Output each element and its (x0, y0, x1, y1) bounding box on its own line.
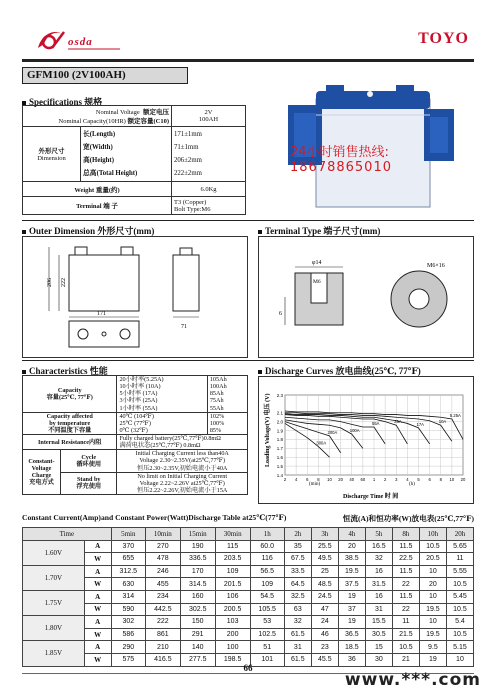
x-tick-label: 8 (439, 477, 442, 482)
table-cell: 32 (284, 616, 311, 629)
table-cell: 116 (250, 553, 284, 566)
table-cell: 32.5 (284, 590, 311, 603)
table-cell: 336.5 (180, 553, 215, 566)
company-logo (34, 26, 124, 54)
table-cell: 16 (365, 590, 392, 603)
characteristics-table (22, 375, 248, 495)
x-tick-label: 2 (383, 477, 387, 482)
table-cell: 160 (180, 590, 215, 603)
table-cell: 60.0 (250, 540, 284, 553)
terminal-thread-label: M6 (313, 279, 321, 285)
bullet-icon (258, 370, 262, 374)
unit-watt: W (84, 603, 111, 616)
model-title: GFM100 (2V100AH) (22, 67, 188, 84)
x-tick-label: 2 (283, 477, 287, 482)
watermark-url: www.***.com (344, 670, 481, 690)
table-cell: 24.5 (311, 590, 338, 603)
table-cell: 19.5 (338, 565, 365, 578)
unit-watt: W (84, 653, 111, 666)
terminal-depth-label: 6 (279, 311, 282, 317)
table-cell: 35 (284, 540, 311, 553)
terminal-drawing (259, 237, 473, 357)
table-cell: 291 (180, 628, 215, 641)
discharge-table-title-cn: 恒流(A)和恒功率(W)放电表(25℃,77℉) (342, 514, 474, 523)
unit-watt: W (84, 628, 111, 641)
table-cell: 5.15 (446, 641, 473, 654)
x-tick-label: 10 (327, 477, 332, 482)
table-cell: 21.5 (392, 628, 419, 641)
table-cell: 61.5 (284, 653, 311, 666)
table-row (23, 565, 474, 578)
y-tick-label: 1.7 (276, 446, 283, 452)
table-cell: 234 (145, 590, 180, 603)
table-cell: 590 (111, 603, 145, 616)
table-cell: 45.5 (311, 653, 338, 666)
table-cell: 31.5 (365, 578, 392, 591)
unit-amp: A (84, 616, 111, 629)
capacity-rate: 5小时率 (17A) (117, 390, 207, 397)
table-cell: 190 (180, 540, 215, 553)
x-tick-label: 6 (306, 477, 309, 482)
series-label: 100A (349, 428, 360, 434)
table-row (23, 553, 474, 566)
table-cell: 10 (419, 590, 446, 603)
unit-amp: A (84, 540, 111, 553)
dimension-names: 长(Length) 宽(Width) 高(Height) 总高(Total Height) (81, 127, 172, 182)
table-cell: 5.55 (446, 565, 473, 578)
table-cell: 11 (392, 616, 419, 629)
x-tick-label: 60 (360, 477, 366, 482)
unit-amp: A (84, 590, 111, 603)
table-cell: 200 (215, 628, 250, 641)
outer-dimension-drawing (23, 237, 247, 357)
table-cell: 31 (284, 641, 311, 654)
table-row (23, 540, 474, 553)
table-cell: 200.5 (215, 603, 250, 616)
section-divider (22, 360, 474, 361)
chart-xlabel: Discharge Time 时 间 (343, 494, 399, 500)
table-cell: 198.5 (215, 653, 250, 666)
table-cell: 442.5 (145, 603, 180, 616)
table-cell: 170 (180, 565, 215, 578)
table-cell: 210 (145, 641, 180, 654)
table-cell: 270 (145, 540, 180, 553)
table-cell: 861 (145, 628, 180, 641)
table-cell: 115 (215, 540, 250, 553)
chart-x-unit-min: (min) (309, 482, 321, 487)
series-label: 200A (327, 429, 338, 435)
table-cell: 30 (365, 653, 392, 666)
table-cell: 11 (446, 553, 473, 566)
chart-grid (285, 395, 463, 475)
chart-ticks (277, 393, 466, 482)
table-cell: 106 (215, 590, 250, 603)
capacity-value: 100Ah (207, 383, 247, 390)
page-number: 66 (243, 663, 253, 673)
table-cell: 15.5 (365, 616, 392, 629)
table-cell: 109 (215, 565, 250, 578)
discharge-curve-chart (259, 377, 473, 503)
table-cell: 109 (250, 578, 284, 591)
header-divider (22, 59, 474, 62)
cycle-label: Cycle 循环使用 (61, 450, 117, 472)
table-cell: 21 (392, 653, 419, 666)
cycle-value: Initial Charging Current less than40A Voltage 2.30~2.35V(at25℃,77℉) 恒压2.30~2.35V,初始电流小于40A (117, 450, 248, 472)
section-char-title: Characteristics 性能 (22, 364, 108, 377)
table-cell: 25.5 (311, 540, 338, 553)
time-column-header: 5min (111, 528, 145, 541)
table-cell: 19 (419, 653, 446, 666)
table-cell: 302.5 (180, 603, 215, 616)
temperature: 0℃ (32℉) (117, 427, 207, 435)
table-cell: 203.5 (215, 553, 250, 566)
dim-total-height-label: 222 (61, 278, 67, 287)
series-label: 10A (438, 419, 447, 425)
table-cell: 19.5 (419, 603, 446, 616)
temperature-label-cell: Capacity affected by temperature 不同温度下容量 (23, 412, 117, 434)
table-cell: 56.5 (250, 565, 284, 578)
capacity-label-cell: Capacity 容量(25℃, 77℉) (23, 376, 117, 413)
page-header (0, 0, 495, 62)
unit-watt: W (84, 553, 111, 566)
cutoff-voltage: 1.85V (23, 641, 85, 666)
weight-value: 6.0Kg (172, 182, 246, 197)
table-cell: 25 (311, 565, 338, 578)
x-tick-label: 40 (349, 477, 355, 482)
table-cell: 53 (250, 616, 284, 629)
table-cell: 51 (250, 641, 284, 654)
table-cell: 10.5 (446, 628, 473, 641)
unit-amp: A (84, 565, 111, 578)
table-cell: 312.5 (111, 565, 145, 578)
table-cell: 37.5 (338, 578, 365, 591)
series-label: 300A (316, 440, 327, 446)
table-cell: 10.5 (419, 540, 446, 553)
spec-values-cell: 2V 100AH (172, 106, 246, 127)
terminal-label: Terminal 端 子 (23, 197, 172, 215)
capacity-value: 85Ah (207, 390, 247, 397)
table-cell: 5.65 (446, 540, 473, 553)
table-cell: 67.5 (284, 553, 311, 566)
table-cell: 36 (338, 653, 365, 666)
table-cell: 314.5 (180, 578, 215, 591)
temperature-capacity: 100% (207, 420, 247, 427)
table-cell: 16.5 (365, 540, 392, 553)
table-cell: 5.4 (446, 616, 473, 629)
time-column-header: 10h (419, 528, 446, 541)
table-cell: 22 (392, 603, 419, 616)
table-cell: 9.5 (419, 641, 446, 654)
discharge-curves-box (258, 376, 474, 504)
section-outer-title: Outer Dimension 外形尺寸(mm) (22, 224, 154, 237)
internal-resistance-value: Fully charged battery(25℃,77℉)0.8mΩ 满荷电状态(25℃,77℉) 0.8mΩ (117, 435, 248, 450)
table-row (23, 641, 474, 654)
table-cell: 10 (446, 653, 473, 666)
table-cell: 19 (338, 590, 365, 603)
x-tick-label: 5 (417, 477, 420, 482)
series-label: 17A (416, 421, 424, 427)
capacity-rate: 1小时率 (55A) (117, 405, 207, 413)
table-cell: 30.5 (365, 628, 392, 641)
y-tick-label: 2.3 (276, 392, 283, 398)
table-cell: 10 (419, 616, 446, 629)
discharge-table-header (23, 528, 474, 541)
table-cell: 19.5 (419, 628, 446, 641)
capacity-rate: 20小时率(5.25A) (117, 376, 207, 384)
terminal-type-box (258, 236, 474, 358)
table-cell: 46 (311, 628, 338, 641)
y-tick-label: 2.0 (276, 419, 283, 425)
dim-length-label: 171 (97, 311, 106, 317)
table-row (23, 628, 474, 641)
unit-amp: A (84, 641, 111, 654)
x-tick-label: 4 (294, 477, 298, 482)
table-cell: 24 (311, 616, 338, 629)
table-cell: 63 (284, 603, 311, 616)
time-column-header: 5h (365, 528, 392, 541)
table-cell: 11.5 (392, 540, 419, 553)
table-cell: 277.5 (180, 653, 215, 666)
x-tick-label: 10 (449, 477, 455, 482)
temperature: 40℃ (104℉) (117, 412, 207, 420)
table-cell: 61.5 (284, 628, 311, 641)
time-column-header: 15min (180, 528, 215, 541)
table-cell: 64.5 (284, 578, 311, 591)
table-cell: 586 (111, 628, 145, 641)
table-row (23, 590, 474, 603)
table-cell: 31 (365, 603, 392, 616)
table-cell: 15 (365, 641, 392, 654)
cutoff-voltage: 1.70V (23, 565, 85, 590)
table-cell: 48.5 (311, 578, 338, 591)
y-tick-label: 1.4 (276, 472, 283, 478)
time-header: Time (23, 528, 112, 541)
time-column-header: 4h (338, 528, 365, 541)
capacity-value: 55Ah (207, 405, 247, 413)
cutoff-voltage: 1.75V (23, 590, 85, 615)
y-tick-label: 1.9 (276, 428, 283, 434)
unit-watt: W (84, 578, 111, 591)
table-cell: 11.5 (392, 590, 419, 603)
specifications-table (22, 105, 246, 215)
bullet-icon (22, 230, 26, 234)
table-cell: 140 (180, 641, 215, 654)
time-column-header: 8h (392, 528, 419, 541)
table-cell: 37 (338, 603, 365, 616)
series-label: 5.25A (449, 413, 461, 418)
dimension-values: 171±1mm 71±1mm 206±2mm 222±2mm (172, 127, 246, 182)
discharge-table-title-en: Constant Current(Amp)and Constant Power(Watt)Discharge Table at25℃(77℉) (22, 513, 287, 522)
table-cell: 20 (419, 578, 446, 591)
table-cell: 22 (392, 578, 419, 591)
x-tick-label: 8 (317, 477, 320, 482)
capacity-rate: 10小时率 (10A) (117, 383, 207, 390)
temperature-capacity: 102% (207, 412, 247, 420)
section-terminal-title: Terminal Type 端子尺寸(mm) (258, 224, 380, 237)
section-curves-title: Discharge Curves 放电曲线(25℃, 77℉) (258, 364, 421, 377)
table-cell: 23 (311, 641, 338, 654)
table-cell: 36.5 (338, 628, 365, 641)
promo-hotline-label: 24小时销售热线: (290, 145, 389, 160)
x-tick-label: 6 (428, 477, 431, 482)
table-cell: 22.5 (392, 553, 419, 566)
section-divider (22, 220, 474, 221)
table-cell: 290 (111, 641, 145, 654)
table-cell: 38.5 (338, 553, 365, 566)
table-cell: 100 (215, 641, 250, 654)
time-column-header: 1h (250, 528, 284, 541)
brand-name: TOYO (418, 30, 469, 47)
table-cell: 10.5 (392, 641, 419, 654)
capacity-value: 75Ah (207, 397, 247, 404)
table-cell: 101 (250, 653, 284, 666)
spec-labels-cell: Nominal Voltage 额定电压 Nominal Capacity(10HR) 额定容量(C10) (23, 106, 172, 127)
table-cell: 478 (145, 553, 180, 566)
table-cell: 18.5 (338, 641, 365, 654)
x-tick-label: 20 (338, 477, 343, 482)
terminal-bolt-label: M6×16 (427, 263, 445, 269)
table-cell: 222 (145, 616, 180, 629)
terminal-diameter-label: φ14 (312, 260, 322, 266)
x-tick-label: 1 (372, 477, 376, 482)
section-spec-title: Specifications 规格 (22, 95, 102, 108)
standby-label: Stand by 浮充使用 (61, 472, 117, 494)
capacity-rate: 3小时率 (25A) (117, 397, 207, 404)
table-cell: 201.5 (215, 578, 250, 591)
table-cell: 5.45 (446, 590, 473, 603)
time-column-header: 20h (446, 528, 473, 541)
table-cell: 10.5 (446, 578, 473, 591)
chart-ylabel: Loading Voltage(V) 电压 (V) (265, 393, 271, 467)
series-label: 55A (372, 421, 380, 426)
x-tick-label: 3 (395, 477, 398, 482)
table-cell: 10.5 (446, 603, 473, 616)
cutoff-voltage: 1.60V (23, 540, 85, 565)
table-cell: 105.5 (250, 603, 284, 616)
capacity-value: 105Ah (207, 376, 247, 384)
table-cell: 575 (111, 653, 145, 666)
table-row (23, 578, 474, 591)
x-tick-label: 20 (460, 477, 466, 482)
time-column-header: 3h (311, 528, 338, 541)
table-cell: 416.5 (145, 653, 180, 666)
table-cell: 54.5 (250, 590, 284, 603)
table-cell: 47 (311, 603, 338, 616)
y-tick-label: 1.5 (276, 463, 283, 469)
table-cell: 11.5 (392, 565, 419, 578)
svg-text:osda: osda (68, 36, 93, 48)
temperature: 25℃ (77℉) (117, 420, 207, 427)
bullet-icon (258, 230, 262, 234)
table-cell: 49.5 (311, 553, 338, 566)
y-tick-label: 1.6 (276, 455, 283, 461)
chart-x-unit-h: (h) (409, 482, 415, 487)
x-tick-label: 4 (406, 477, 409, 482)
discharge-table (22, 527, 474, 667)
table-cell: 33.5 (284, 565, 311, 578)
table-cell: 314 (111, 590, 145, 603)
bullet-icon (22, 370, 26, 374)
promo-hotline-number: 18678865010 (290, 160, 392, 175)
dim-width-label: 71 (181, 324, 187, 330)
table-cell: 655 (111, 553, 145, 566)
table-cell: 19 (338, 616, 365, 629)
table-cell: 20.5 (419, 553, 446, 566)
series-line-200A (285, 422, 341, 453)
time-column-header: 30min (215, 528, 250, 541)
charge-method-label: Constant- Voltage Charge 充电方式 (23, 450, 61, 495)
table-cell: 246 (145, 565, 180, 578)
time-column-header: 2h (284, 528, 311, 541)
y-tick-label: 2.1 (276, 410, 283, 416)
outer-dimension-box (22, 236, 248, 358)
temperature-capacity: 85% (207, 427, 247, 435)
weight-label: Weight 重量(约) (23, 182, 172, 197)
table-cell: 32 (365, 553, 392, 566)
series-label: 25A (394, 419, 402, 425)
standby-value: No limit on Initial Charging Current Voltage 2.22~2.26V at25℃,77℉) 恒压2.22~2.26V,初始电流小于15A (117, 472, 248, 494)
dim-height-label: 206 (47, 278, 53, 287)
table-cell: 16 (365, 565, 392, 578)
table-cell: 102.5 (250, 628, 284, 641)
terminal-value: T3 (Copper) Bolt Type:M6 (172, 197, 246, 215)
discharge-table-title (22, 513, 474, 522)
table-cell: 103 (215, 616, 250, 629)
table-cell: 302 (111, 616, 145, 629)
table-cell: 150 (180, 616, 215, 629)
table-row (23, 603, 474, 616)
table-cell: 370 (111, 540, 145, 553)
y-tick-label: 1.8 (276, 437, 283, 443)
table-cell: 630 (111, 578, 145, 591)
dimension-label-cell: 外形尺寸 Dimension (23, 127, 81, 182)
internal-resistance-label: Internal Resistance内阻 (23, 435, 117, 450)
table-cell: 10 (419, 565, 446, 578)
table-cell: 455 (145, 578, 180, 591)
time-column-header: 10min (145, 528, 180, 541)
cutoff-voltage: 1.80V (23, 616, 85, 641)
table-row (23, 616, 474, 629)
table-cell: 20 (338, 540, 365, 553)
